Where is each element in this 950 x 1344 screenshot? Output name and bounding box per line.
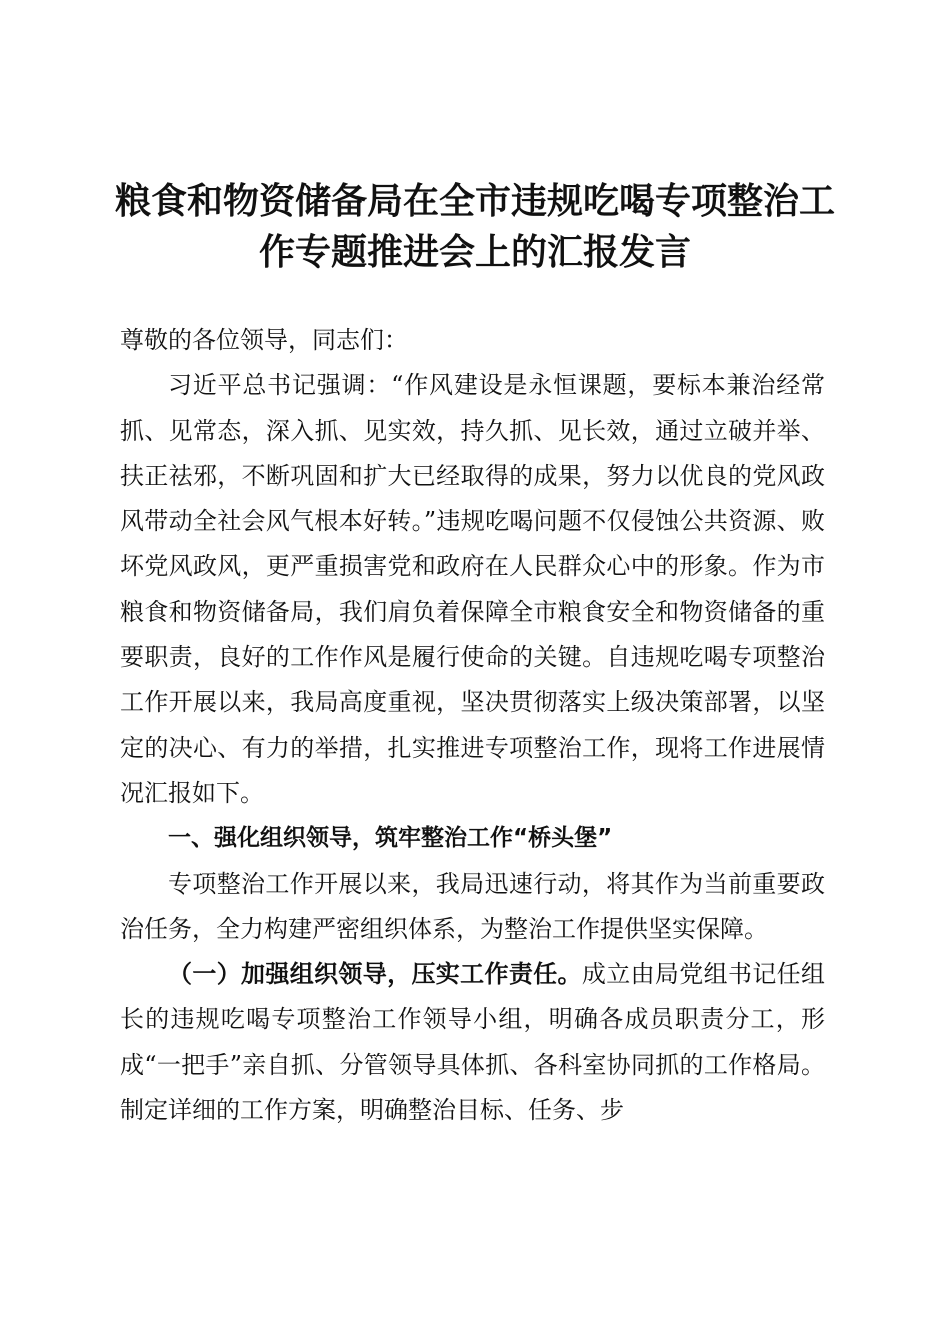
salutation: 尊敬的各位领导，同志们： (120, 326, 408, 354)
subsection-1-heading: （一）加强组织领导，压实工作责任。 (168, 960, 582, 989)
section-1-heading: 一、强化组织领导，筑牢整治工作“桥头堡” (168, 825, 613, 852)
subsection-1-paragraph (120, 952, 825, 1133)
title-line-1: 粮食和物资储备局在全市违规吃喝专项整治工 (114, 180, 835, 222)
title-line-2: 作专题推进会上的汇报发言 (258, 231, 691, 273)
document-title (110, 176, 840, 278)
section-1-paragraph: 专项整治工作开展以来，我局迅速行动，将其作为当前重要政治任务，全力构建严密组织体系，为整治工作提供坚实保障。 (120, 869, 825, 943)
intro-paragraph: 习近平总书记强调：“作风建设是永恒课题，要标本兼治经常抓、见常态，深入抓、见实效，持久抓、见长效，通过立破并举、扶正祛邪，不断巩固和扩大已经取得的成果，努力以优良的党风政风带动全社会风气根本好转。”违规吃喝问题不仅侵蚀公共资源、败坏党风政风，更严重损害党和政府在人民群众心中的形象。作为市粮食和物资储备局，我们肩负着保障全市粮食安全和物资储备的重要职责，良好的工作作风是履行使命的关键。自违规吃喝专项整治工作开展以来，我局高度重视，坚决贯彻落实上级决策部署，以坚定的决心、有力的举措，扎实推进专项整治工作，现将工作进展情况汇报如下。 (120, 371, 825, 807)
document-body (120, 318, 825, 1133)
subsection-1-text: 成立由局党组书记任组长的违规吃喝专项整治工作领导小组，明确各成员职责分工，形成“一把手”亲自抓、分管领导具体抓、各科室协同抓的工作格局。制定详细的工作方案，明确整治目标、任务、步 (120, 960, 826, 1125)
